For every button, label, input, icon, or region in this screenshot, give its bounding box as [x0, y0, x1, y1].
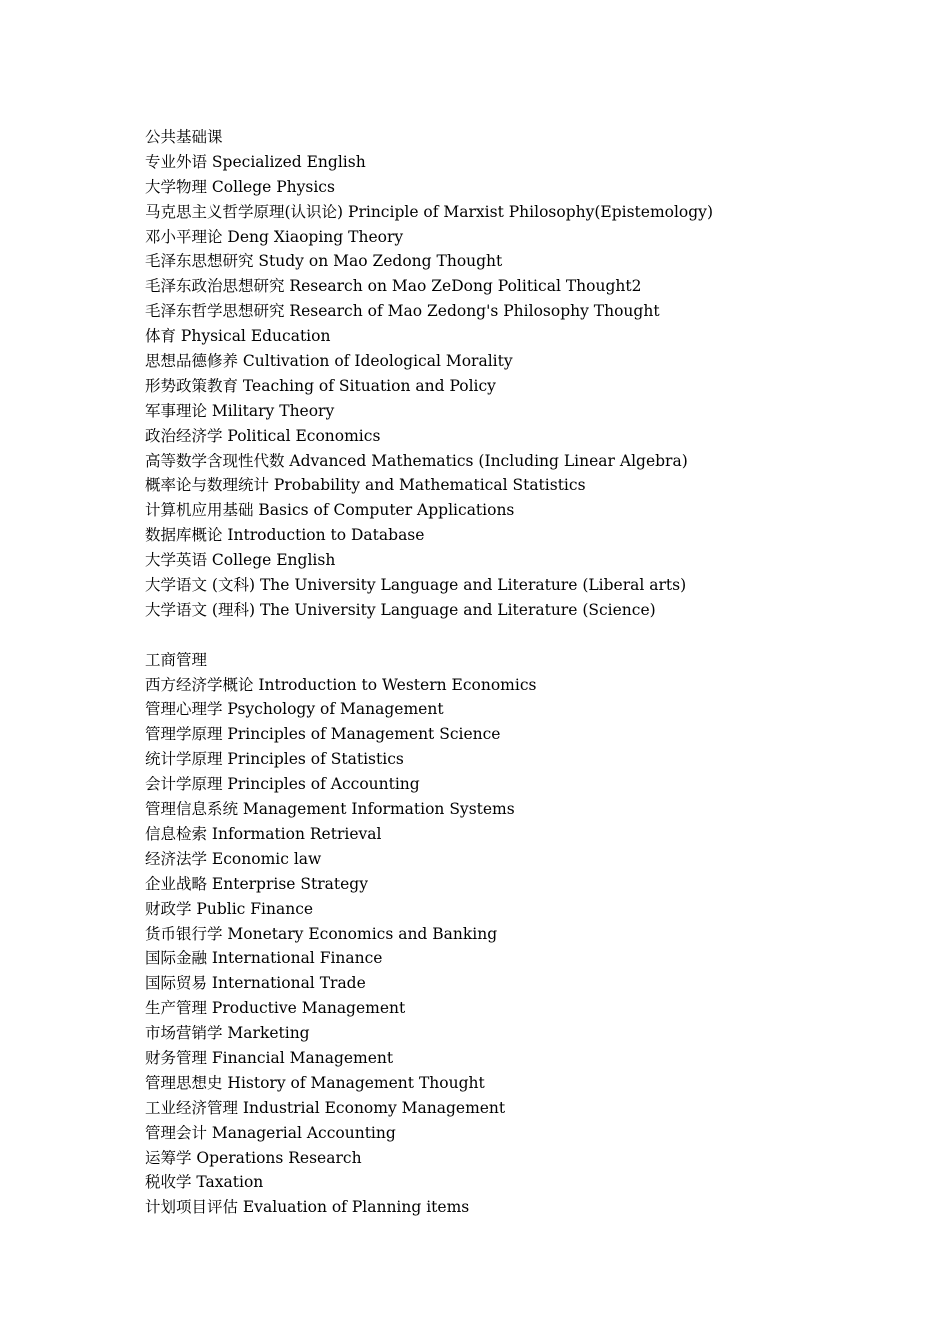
course-line: 管理会计 Managerial Accounting [145, 1123, 396, 1142]
course-line: 经济法学 Economic law [145, 849, 322, 868]
course-line: 大学物理 College Physics [145, 177, 335, 196]
section-heading-business-administration: 工商管理 [145, 650, 208, 669]
course-line: 货币银行学 Monetary Economics and Banking [145, 924, 498, 943]
course-line: 计算机应用基础 Basics of Computer Applications [145, 501, 515, 520]
course-line: 高等数学含现性代数 Advanced Mathematics (Including Linear Algebra) [145, 451, 688, 470]
course-line: 西方经济学概论 Introduction to Western Economics [145, 675, 537, 694]
course-line: 信息检索 Information Retrieval [145, 824, 382, 843]
course-line: 专业外语 Specialized English [145, 152, 366, 171]
course-line: 概率论与数理统计 Probability and Mathematical Statistics [145, 476, 586, 495]
course-line: 政治经济学 Political Economics [145, 426, 381, 445]
course-line: 税收学 Taxation [145, 1173, 264, 1192]
course-line: 毛泽东政治思想研究 Research on Mao ZeDong Political Thought2 [145, 277, 642, 296]
course-line: 生产管理 Productive Management [145, 999, 406, 1018]
course-line: 国际贸易 International Trade [145, 974, 366, 993]
course-line: 计划项目评估 Evaluation of Planning items [145, 1198, 470, 1217]
course-line: 毛泽东思想研究 Study on Mao Zedong Thought [145, 252, 503, 271]
course-line: 财务管理 Financial Management [145, 1048, 394, 1067]
course-line: 大学语文 (文科) The University Language and Literature (Liberal arts) [145, 576, 687, 595]
section-spacer [145, 623, 905, 648]
course-line: 国际金融 International Finance [145, 949, 383, 968]
course-line: 管理学原理 Principles of Management Science [145, 725, 501, 744]
document-page [145, 125, 905, 1220]
section-heading-public-courses: 公共基础课 [145, 128, 223, 146]
course-line: 形势政策教育 Teaching of Situation and Policy [145, 376, 496, 395]
course-line: 体育 Physical Education [145, 327, 331, 346]
course-line: 马克思主义哲学原理(认识论) Principle of Marxist Philosophy(Epistemology) [145, 202, 713, 221]
course-line: 思想品德修养 Cultivation of Ideological Morality [145, 352, 513, 371]
course-line: 财政学 Public Finance [145, 899, 314, 918]
course-line: 大学英语 College English [145, 551, 336, 570]
course-line: 工业经济管理 Industrial Economy Management [145, 1098, 506, 1117]
course-line: 邓小平理论 Deng Xiaoping Theory [145, 227, 404, 246]
course-line: 管理思想史 History of Management Thought [145, 1073, 485, 1092]
course-line: 会计学原理 Principles of Accounting [145, 775, 420, 794]
course-line: 统计学原理 Principles of Statistics [145, 750, 404, 769]
course-line: 管理信息系统 Management Information Systems [145, 800, 515, 819]
course-line: 企业战略 Enterprise Strategy [145, 874, 368, 893]
course-line: 军事理论 Military Theory [145, 401, 335, 420]
course-line: 市场营销学 Marketing [145, 1024, 310, 1043]
course-line: 大学语文 (理科) The University Language and Literature (Science) [145, 600, 656, 619]
course-line: 数据库概论 Introduction to Database [145, 526, 425, 545]
course-line: 管理心理学 Psychology of Management [145, 700, 444, 719]
course-line: 运筹学 Operations Research [145, 1148, 362, 1167]
course-line: 毛泽东哲学思想研究 Research of Mao Zedong's Philosophy Thought [145, 302, 660, 321]
